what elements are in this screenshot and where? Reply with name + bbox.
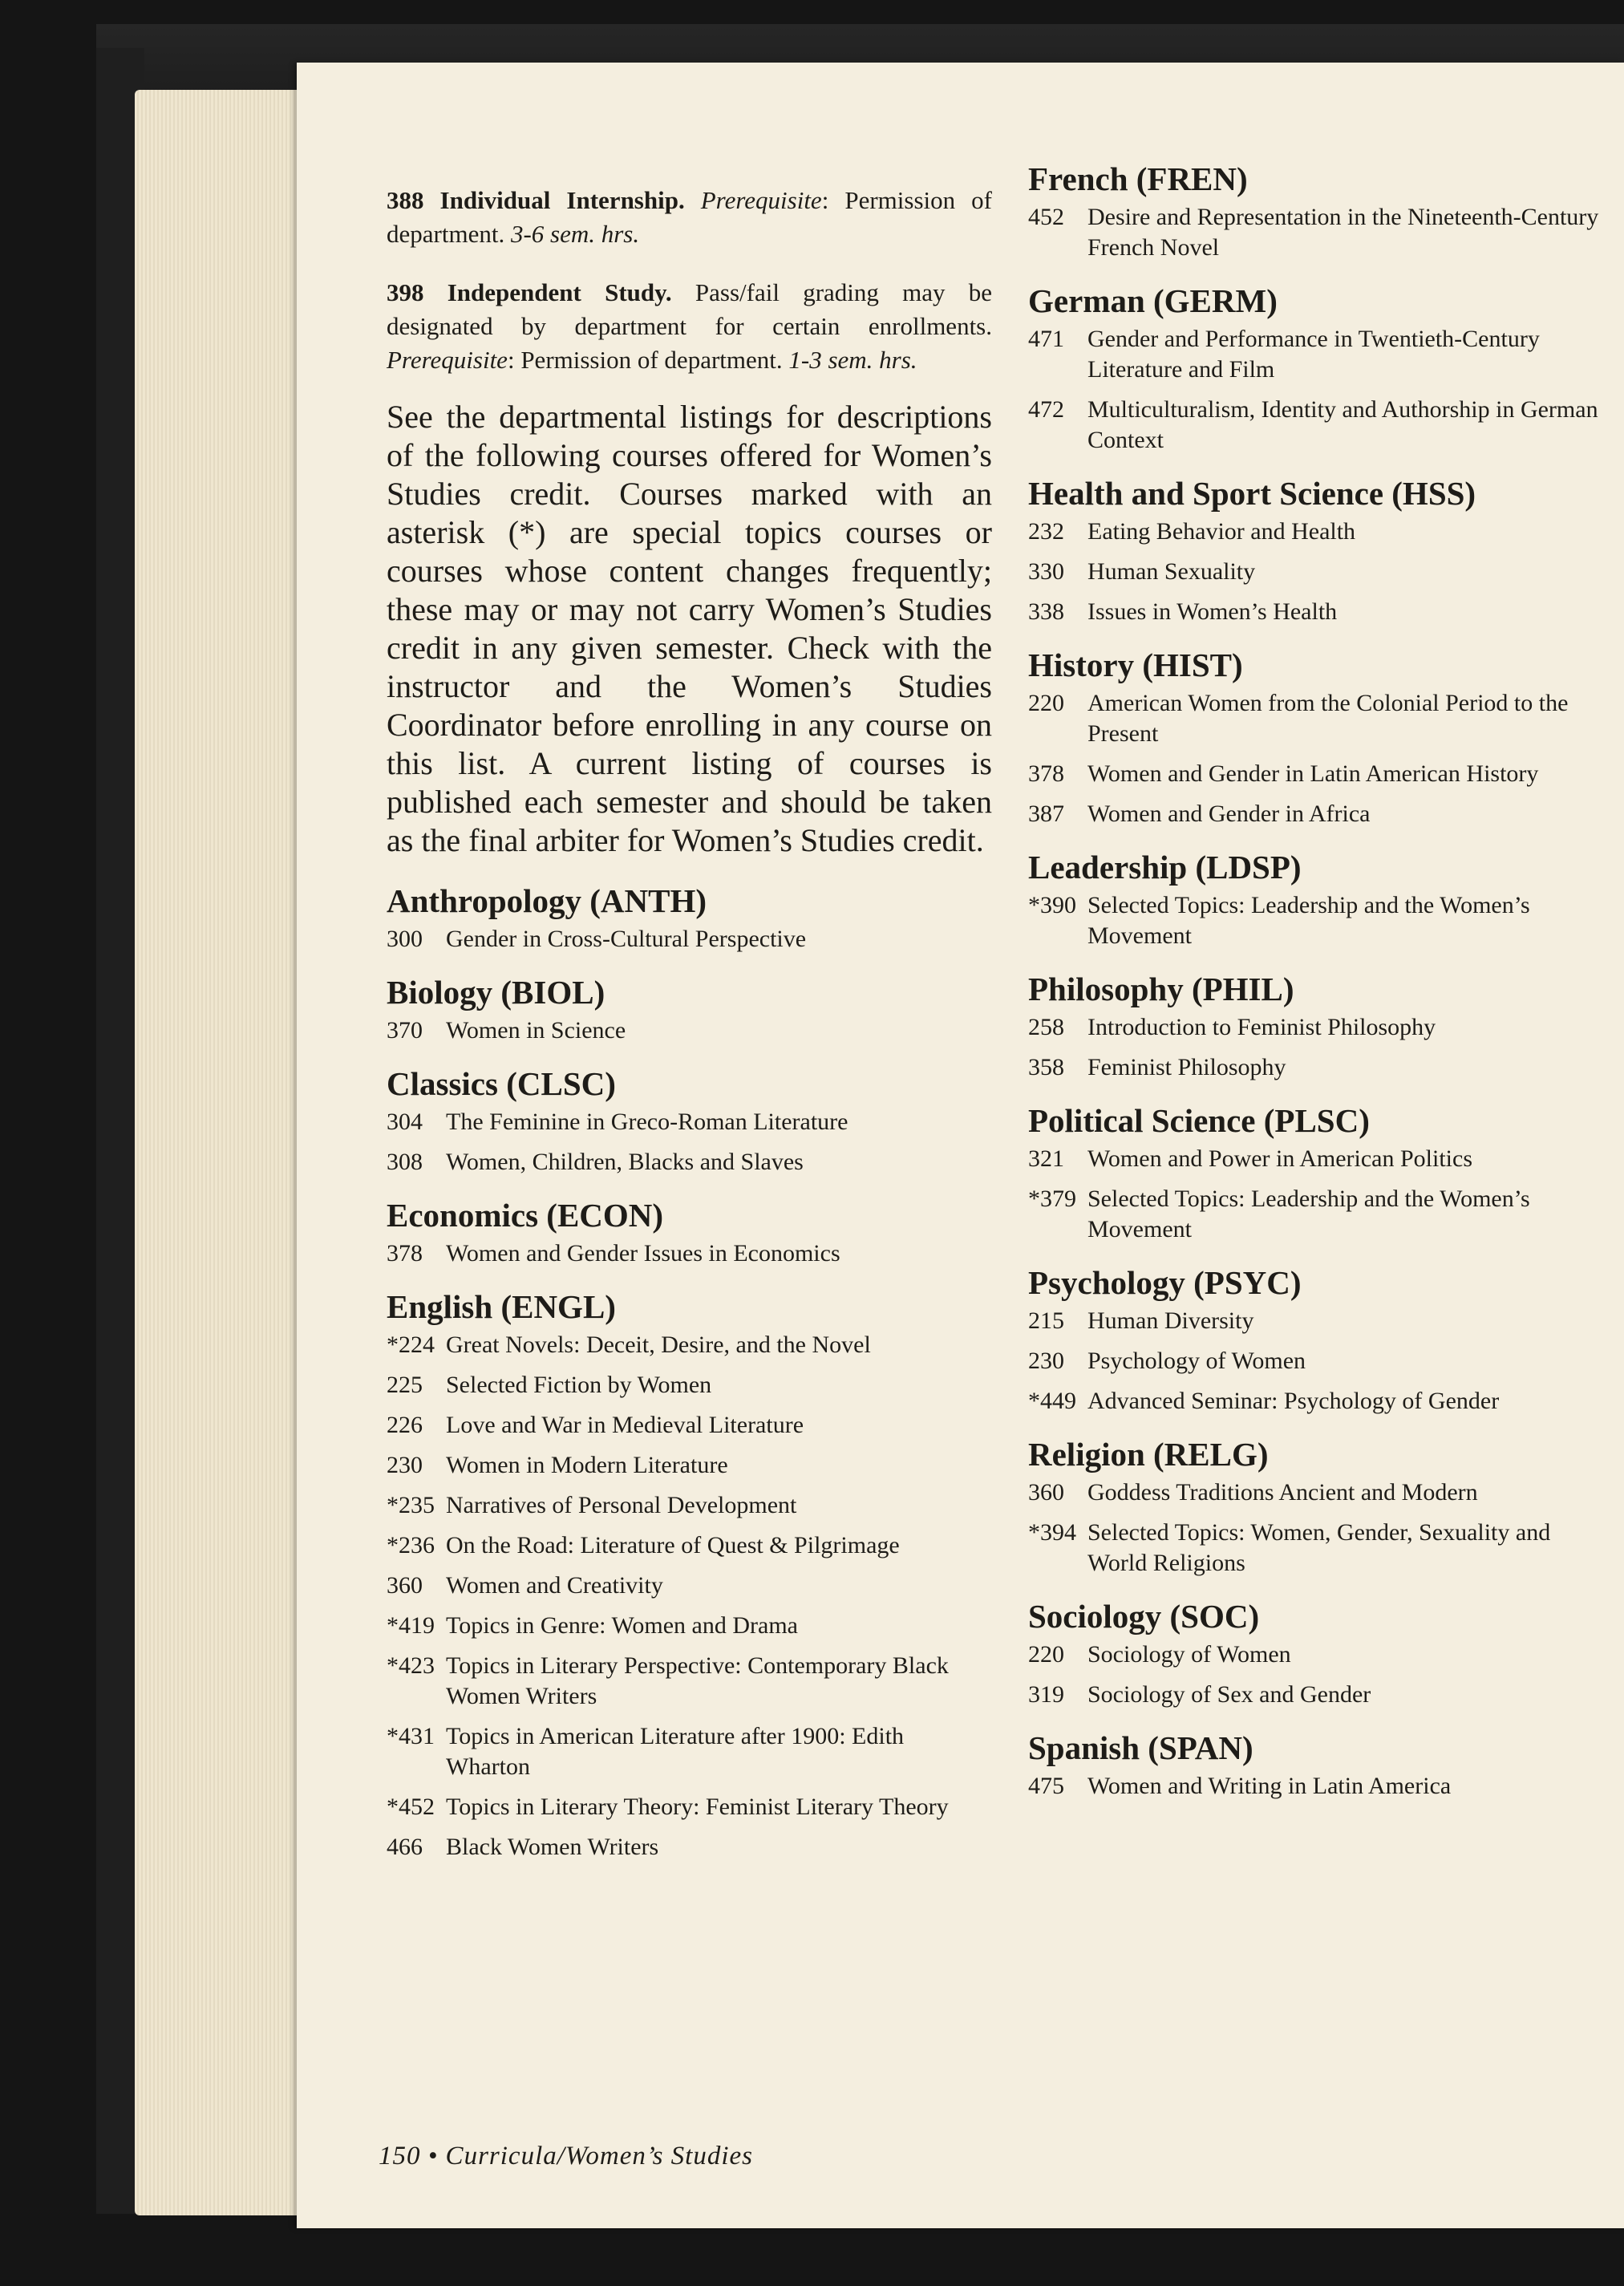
- course-number: *379: [1028, 1186, 1076, 1212]
- course-title: Women and Writing in Latin America: [1087, 1773, 1452, 1799]
- course-number: 220: [1028, 690, 1064, 716]
- internship-entries: [387, 184, 992, 377]
- department-heading: Psychology (PSYC): [1028, 1264, 1302, 1301]
- course-row: [387, 1530, 992, 1561]
- department-heading: Economics (ECON): [387, 1197, 664, 1234]
- course-row: [1028, 324, 1606, 385]
- department-heading: Philosophy (PHIL): [1028, 971, 1294, 1007]
- department-section: [1028, 1100, 1606, 1245]
- course-title: Issues in Women’s Health: [1087, 598, 1338, 625]
- left-department-list: [387, 881, 992, 1862]
- course-number: 321: [1028, 1145, 1064, 1172]
- course-title: Sociology of Women: [1087, 1641, 1291, 1668]
- course-row: [387, 1147, 992, 1177]
- course-entry-text: 3-6 sem. hrs.: [510, 220, 640, 248]
- department-heading: Spanish (SPAN): [1028, 1729, 1253, 1766]
- course-entry-heading: 388 Individual Internship.: [387, 186, 685, 214]
- course-title: Eating Behavior and Health: [1087, 518, 1356, 545]
- course-row: [1028, 557, 1606, 587]
- course-number: 387: [1028, 801, 1064, 827]
- department-section: [1028, 1728, 1606, 1802]
- course-number: 378: [1028, 760, 1064, 787]
- course-number: 300: [387, 926, 423, 952]
- department-section: [1028, 1434, 1606, 1579]
- course-number: 360: [1028, 1479, 1064, 1506]
- course-title: The Feminine in Greco-Roman Literature: [446, 1109, 848, 1135]
- department-heading: Biology (BIOL): [387, 974, 605, 1011]
- department-heading: Anthropology (ANTH): [387, 882, 707, 919]
- course-number: 319: [1028, 1681, 1064, 1708]
- course-title: Narratives of Personal Development: [446, 1492, 797, 1518]
- course-row: [387, 1832, 992, 1862]
- course-title: Women and Power in American Politics: [1087, 1145, 1472, 1172]
- course-row: [1028, 1386, 1606, 1417]
- course-entry: [387, 184, 992, 251]
- course-number: *390: [1028, 892, 1076, 918]
- department-heading: Political Science (PLSC): [1028, 1102, 1370, 1139]
- course-title: Human Sexuality: [1087, 558, 1256, 585]
- course-row: [1028, 1306, 1606, 1336]
- course-row: [1028, 890, 1606, 951]
- course-number: 330: [1028, 558, 1064, 585]
- course-title: Women and Gender Issues in Economics: [446, 1240, 840, 1267]
- course-entry-text: Prerequisite: [700, 186, 822, 214]
- department-section: [1028, 1596, 1606, 1710]
- course-row: [387, 924, 992, 955]
- course-number: *236: [387, 1532, 435, 1558]
- course-row: [1028, 759, 1606, 789]
- course-row: [1028, 1184, 1606, 1245]
- course-title: Women and Gender in Latin American History: [1087, 760, 1539, 787]
- department-heading: Health and Sport Science (HSS): [1028, 475, 1476, 512]
- course-title: Great Novels: Deceit, Desire, and the Novel: [446, 1331, 871, 1358]
- course-row: [387, 1571, 992, 1601]
- department-section: [1028, 847, 1606, 951]
- course-title: Topics in American Literature after 1900: Edith Wharton: [446, 1723, 905, 1780]
- course-number: 226: [387, 1412, 423, 1438]
- department-section: [1028, 281, 1606, 456]
- course-number: 232: [1028, 518, 1064, 545]
- course-title: Sociology of Sex and Gender: [1087, 1681, 1371, 1708]
- course-number: 370: [387, 1017, 423, 1044]
- course-row: [1028, 1518, 1606, 1579]
- course-number: 225: [387, 1372, 423, 1398]
- course-title: Selected Topics: Leadership and the Women’s Movement: [1087, 1186, 1530, 1242]
- department-section: [1028, 1263, 1606, 1417]
- course-entry-text: Prerequisite: [387, 346, 508, 374]
- course-title: Women and Gender in Africa: [1087, 801, 1371, 827]
- course-title: Women in Science: [446, 1017, 626, 1044]
- course-number: *423: [387, 1652, 435, 1679]
- right-department-list: [1028, 159, 1606, 1802]
- intro-paragraph: See the departmental listings for descriptions of the following courses offered for Women’s Studies credit. Courses marked with an asterisk (*) are special topics courses or courses whose content changes frequently; these may or may not carry Women’s Studies credit in any given semester. Check with the instructor and the Women’s Studies Coordinator before enrolling in any course on this list. A current listing of courses is published each semester and should be taken as the final arbiter for Women’s Studies credit.: [387, 399, 992, 858]
- course-row: [1028, 688, 1606, 749]
- page-footer: 150 • Curricula/Women’s Studies: [379, 2142, 753, 2170]
- course-number: 378: [387, 1240, 423, 1267]
- course-number: 338: [1028, 598, 1064, 625]
- course-title: Black Women Writers: [446, 1834, 659, 1860]
- course-row: [1028, 1012, 1606, 1043]
- course-row: [387, 1370, 992, 1400]
- course-number: *431: [387, 1723, 435, 1749]
- course-entry-text: : Permission of department.: [387, 186, 992, 248]
- department-heading: German (GERM): [1028, 282, 1278, 319]
- department-section: [387, 881, 992, 955]
- course-number: *394: [1028, 1519, 1076, 1546]
- department-heading: History (HIST): [1028, 646, 1243, 683]
- course-row: [1028, 1052, 1606, 1083]
- course-entry-text: Pass/fail grading may be designated by department for certain enrollments.: [387, 278, 992, 340]
- course-entry: [387, 276, 992, 377]
- course-row: [1028, 517, 1606, 547]
- course-number: 220: [1028, 1641, 1064, 1668]
- course-number: *452: [387, 1794, 435, 1820]
- course-title: Feminist Philosophy: [1087, 1054, 1286, 1080]
- course-title: Women, Children, Blacks and Slaves: [446, 1149, 804, 1175]
- course-entry-text: : Permission of department.: [507, 346, 789, 374]
- course-title: Human Diversity: [1087, 1307, 1254, 1334]
- course-row: [1028, 395, 1606, 456]
- course-title: Psychology of Women: [1087, 1348, 1306, 1374]
- course-number: 475: [1028, 1773, 1064, 1799]
- department-heading: Classics (CLSC): [387, 1065, 616, 1102]
- course-number: 358: [1028, 1054, 1064, 1080]
- course-row: [387, 1792, 992, 1822]
- book-page: [297, 63, 1624, 2228]
- course-title: Goddess Traditions Ancient and Modern: [1087, 1479, 1478, 1506]
- course-number: 472: [1028, 396, 1064, 423]
- course-title: Topics in Literary Theory: Feminist Literary Theory: [446, 1794, 949, 1820]
- course-title: Topics in Genre: Women and Drama: [446, 1612, 798, 1639]
- course-row: [387, 1410, 992, 1441]
- course-row: [387, 1721, 992, 1782]
- course-row: [387, 1015, 992, 1046]
- department-section: [1028, 159, 1606, 263]
- course-title: Women in Modern Literature: [446, 1452, 728, 1478]
- course-row: [387, 1490, 992, 1521]
- course-number: 304: [387, 1109, 423, 1135]
- department-section: [1028, 473, 1606, 627]
- course-entry-text: [685, 186, 701, 214]
- department-section: [387, 1287, 992, 1862]
- department-section: [387, 972, 992, 1046]
- course-title: On the Road: Literature of Quest & Pilgrimage: [446, 1532, 900, 1558]
- course-row: [1028, 597, 1606, 627]
- department-heading: Leadership (LDSP): [1028, 849, 1302, 886]
- page-stack-edges: [135, 90, 303, 2215]
- course-row: [1028, 1144, 1606, 1174]
- course-number: *419: [387, 1612, 435, 1639]
- course-entry-text: 1-3 sem. hrs.: [788, 346, 917, 374]
- course-title: American Women from the Colonial Period to the Present: [1087, 690, 1569, 747]
- course-row: [1028, 799, 1606, 829]
- course-row: [387, 1611, 992, 1641]
- course-row: [1028, 1346, 1606, 1376]
- course-title: Selected Topics: Women, Gender, Sexuality and World Religions: [1087, 1519, 1551, 1576]
- course-title: Multiculturalism, Identity and Authorship in German Context: [1087, 396, 1598, 453]
- course-row: [387, 1238, 992, 1269]
- course-number: 466: [387, 1834, 423, 1860]
- department-heading: French (FREN): [1028, 160, 1248, 197]
- course-title: Topics in Literary Perspective: Contemporary Black Women Writers: [446, 1652, 949, 1709]
- course-number: 452: [1028, 204, 1064, 230]
- course-number: *449: [1028, 1388, 1076, 1414]
- department-section: [1028, 645, 1606, 829]
- course-entry-heading: 398 Independent Study.: [387, 278, 672, 306]
- course-row: [387, 1107, 992, 1137]
- course-row: [387, 1450, 992, 1481]
- course-title: Women and Creativity: [446, 1572, 663, 1599]
- course-row: [387, 1651, 992, 1712]
- course-number: 230: [1028, 1348, 1064, 1374]
- course-title: Love and War in Medieval Literature: [446, 1412, 804, 1438]
- course-number: 258: [1028, 1014, 1064, 1040]
- department-heading: English (ENGL): [387, 1288, 616, 1325]
- course-number: 471: [1028, 326, 1064, 352]
- course-row: [1028, 1771, 1606, 1802]
- right-column: [1028, 159, 1606, 1819]
- course-title: Gender and Performance in Twentieth-Century Literature and Film: [1087, 326, 1540, 383]
- course-row: [1028, 1640, 1606, 1670]
- course-row: [1028, 1477, 1606, 1508]
- course-title: Selected Fiction by Women: [446, 1372, 712, 1398]
- department-heading: Religion (RELG): [1028, 1436, 1269, 1473]
- course-title: Selected Topics: Leadership and the Women’s Movement: [1087, 892, 1530, 949]
- course-number: 308: [387, 1149, 423, 1175]
- course-title: Introduction to Feminist Philosophy: [1087, 1014, 1436, 1040]
- course-number: *235: [387, 1492, 435, 1518]
- course-row: [1028, 1680, 1606, 1710]
- left-column: [387, 159, 992, 1880]
- department-section: [1028, 969, 1606, 1083]
- department-section: [387, 1064, 992, 1177]
- course-number: 360: [387, 1572, 423, 1599]
- course-title: Advanced Seminar: Psychology of Gender: [1087, 1388, 1500, 1414]
- department-heading: Sociology (SOC): [1028, 1598, 1260, 1635]
- course-title: Desire and Representation in the Nineteenth-Century French Novel: [1087, 204, 1599, 261]
- course-number: *224: [387, 1331, 435, 1358]
- course-title: Gender in Cross-Cultural Perspective: [446, 926, 807, 952]
- course-row: [1028, 202, 1606, 263]
- course-number: 230: [387, 1452, 423, 1478]
- course-number: 215: [1028, 1307, 1064, 1334]
- department-section: [387, 1195, 992, 1269]
- course-row: [387, 1330, 992, 1360]
